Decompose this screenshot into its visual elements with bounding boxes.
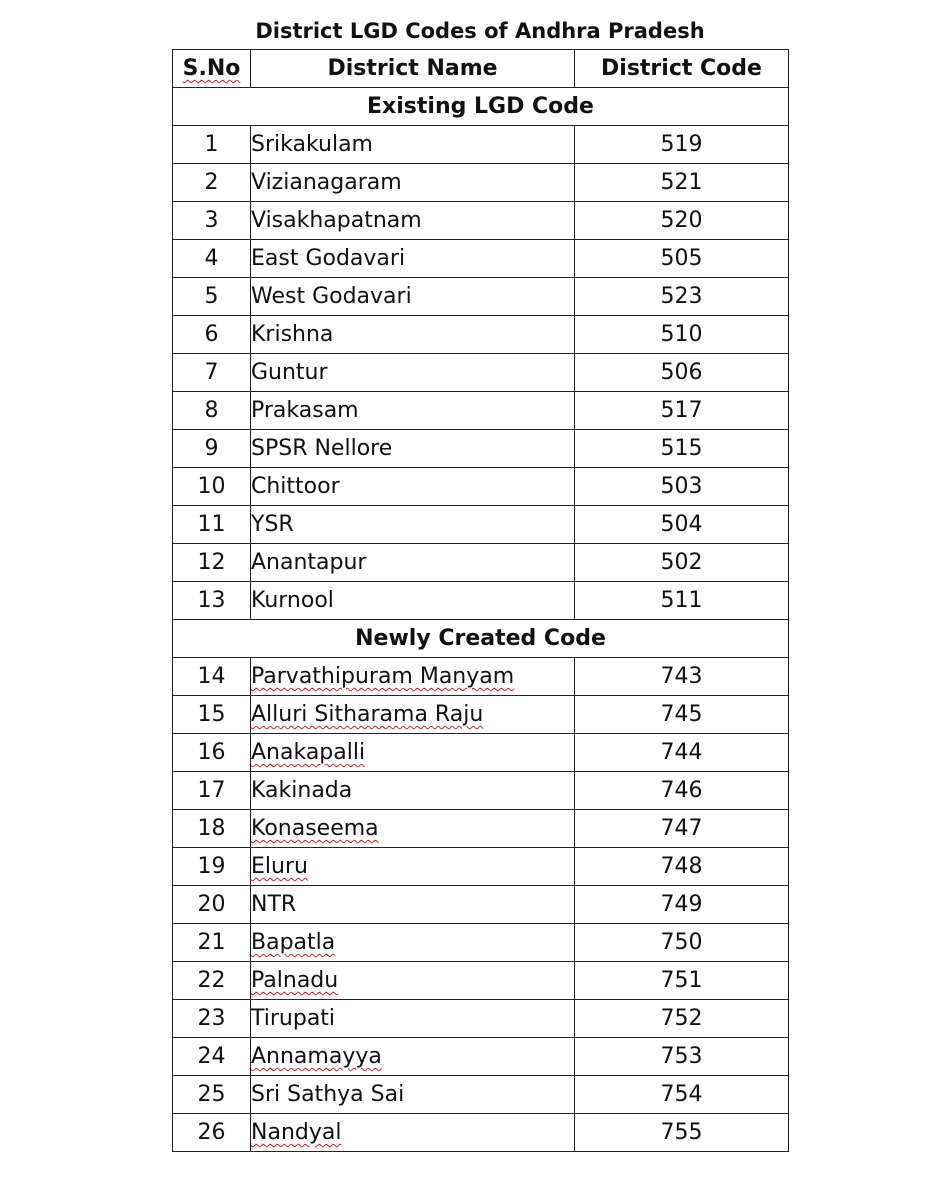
table-row bbox=[173, 658, 789, 696]
cell-district-code: 511 bbox=[575, 582, 789, 620]
cell-sno: 4 bbox=[173, 240, 251, 278]
cell-sno: 19 bbox=[173, 848, 251, 886]
table-row bbox=[173, 506, 789, 544]
cell-district-name: Kurnool bbox=[251, 582, 575, 620]
cell-district-code: 753 bbox=[575, 1038, 789, 1076]
table-row bbox=[173, 848, 789, 886]
table-row bbox=[173, 126, 789, 164]
cell-sno: 17 bbox=[173, 772, 251, 810]
cell-district-name: Anantapur bbox=[251, 544, 575, 582]
table-row bbox=[173, 278, 789, 316]
cell-district-code: 754 bbox=[575, 1076, 789, 1114]
cell-district-name: West Godavari bbox=[251, 278, 575, 316]
cell-sno: 10 bbox=[173, 468, 251, 506]
cell-district-code: 521 bbox=[575, 164, 789, 202]
cell-district-code: 749 bbox=[575, 886, 789, 924]
table-row bbox=[173, 734, 789, 772]
cell-sno: 11 bbox=[173, 506, 251, 544]
cell-district-code: 502 bbox=[575, 544, 789, 582]
table-row bbox=[173, 164, 789, 202]
cell-district-code: 506 bbox=[575, 354, 789, 392]
table-row bbox=[173, 544, 789, 582]
cell-district-name: Vizianagaram bbox=[251, 164, 575, 202]
header-district-name: District Name bbox=[251, 50, 575, 88]
cell-district-code: 520 bbox=[575, 202, 789, 240]
table-row bbox=[173, 924, 789, 962]
cell-district-code: 504 bbox=[575, 506, 789, 544]
cell-sno: 24 bbox=[173, 1038, 251, 1076]
cell-district-name: Anakapalli bbox=[251, 734, 575, 772]
cell-district-name: NTR bbox=[251, 886, 575, 924]
cell-district-name: Visakhapatnam bbox=[251, 202, 575, 240]
cell-district-name: Srikakulam bbox=[251, 126, 575, 164]
cell-district-name: Sri Sathya Sai bbox=[251, 1076, 575, 1114]
cell-sno: 8 bbox=[173, 392, 251, 430]
cell-district-code: 755 bbox=[575, 1114, 789, 1152]
cell-sno: 25 bbox=[173, 1076, 251, 1114]
cell-district-code: 744 bbox=[575, 734, 789, 772]
cell-district-code: 517 bbox=[575, 392, 789, 430]
cell-district-code: 515 bbox=[575, 430, 789, 468]
cell-district-name: Tirupati bbox=[251, 1000, 575, 1038]
header-district-code: District Code bbox=[575, 50, 789, 88]
page-title: District LGD Codes of Andhra Pradesh bbox=[255, 19, 705, 43]
cell-district-name: Parvathipuram Manyam bbox=[251, 658, 575, 696]
cell-district-name: Prakasam bbox=[251, 392, 575, 430]
cell-sno: 5 bbox=[173, 278, 251, 316]
cell-district-name: Chittoor bbox=[251, 468, 575, 506]
section-heading: Newly Created Code bbox=[173, 620, 789, 658]
cell-sno: 21 bbox=[173, 924, 251, 962]
table-row bbox=[173, 1038, 789, 1076]
table-row bbox=[173, 468, 789, 506]
cell-district-name: Konaseema bbox=[251, 810, 575, 848]
table-row bbox=[173, 582, 789, 620]
table-row bbox=[173, 1114, 789, 1152]
cell-district-code: 519 bbox=[575, 126, 789, 164]
cell-district-name: Krishna bbox=[251, 316, 575, 354]
cell-district-name: Eluru bbox=[251, 848, 575, 886]
cell-sno: 6 bbox=[173, 316, 251, 354]
table-row bbox=[173, 772, 789, 810]
table-row bbox=[173, 962, 789, 1000]
cell-district-code: 743 bbox=[575, 658, 789, 696]
table-row bbox=[173, 392, 789, 430]
cell-district-name: Kakinada bbox=[251, 772, 575, 810]
section-heading: Existing LGD Code bbox=[173, 88, 789, 126]
cell-district-name: Annamayya bbox=[251, 1038, 575, 1076]
section-row bbox=[173, 88, 789, 126]
cell-district-code: 510 bbox=[575, 316, 789, 354]
cell-sno: 14 bbox=[173, 658, 251, 696]
table-row bbox=[173, 202, 789, 240]
cell-sno: 7 bbox=[173, 354, 251, 392]
cell-sno: 3 bbox=[173, 202, 251, 240]
cell-sno: 18 bbox=[173, 810, 251, 848]
cell-sno: 1 bbox=[173, 126, 251, 164]
cell-sno: 16 bbox=[173, 734, 251, 772]
cell-district-code: 747 bbox=[575, 810, 789, 848]
cell-district-name: SPSR Nellore bbox=[251, 430, 575, 468]
cell-district-name: Nandyal bbox=[251, 1114, 575, 1152]
cell-district-code: 505 bbox=[575, 240, 789, 278]
table-row bbox=[173, 810, 789, 848]
table-body bbox=[173, 88, 789, 1152]
table-row bbox=[173, 886, 789, 924]
cell-district-name: Alluri Sitharama Raju bbox=[251, 696, 575, 734]
cell-district-code: 750 bbox=[575, 924, 789, 962]
section-row bbox=[173, 620, 789, 658]
header-row bbox=[173, 50, 789, 88]
cell-district-code: 746 bbox=[575, 772, 789, 810]
table-row bbox=[173, 240, 789, 278]
cell-sno: 15 bbox=[173, 696, 251, 734]
cell-district-code: 752 bbox=[575, 1000, 789, 1038]
cell-district-code: 523 bbox=[575, 278, 789, 316]
table-row bbox=[173, 696, 789, 734]
cell-sno: 12 bbox=[173, 544, 251, 582]
header-sno: S.No bbox=[173, 50, 251, 88]
cell-sno: 26 bbox=[173, 1114, 251, 1152]
table-row bbox=[173, 316, 789, 354]
district-codes-table bbox=[172, 49, 789, 1152]
cell-sno: 23 bbox=[173, 1000, 251, 1038]
cell-district-name: Palnadu bbox=[251, 962, 575, 1000]
table-row bbox=[173, 1000, 789, 1038]
cell-district-code: 745 bbox=[575, 696, 789, 734]
cell-sno: 13 bbox=[173, 582, 251, 620]
table-row bbox=[173, 1076, 789, 1114]
cell-sno: 9 bbox=[173, 430, 251, 468]
cell-district-code: 751 bbox=[575, 962, 789, 1000]
cell-district-name: East Godavari bbox=[251, 240, 575, 278]
cell-sno: 2 bbox=[173, 164, 251, 202]
cell-district-code: 503 bbox=[575, 468, 789, 506]
cell-district-name: YSR bbox=[251, 506, 575, 544]
cell-sno: 22 bbox=[173, 962, 251, 1000]
cell-sno: 20 bbox=[173, 886, 251, 924]
table-row bbox=[173, 354, 789, 392]
table-row bbox=[173, 430, 789, 468]
cell-district-name: Guntur bbox=[251, 354, 575, 392]
cell-district-code: 748 bbox=[575, 848, 789, 886]
cell-district-name: Bapatla bbox=[251, 924, 575, 962]
